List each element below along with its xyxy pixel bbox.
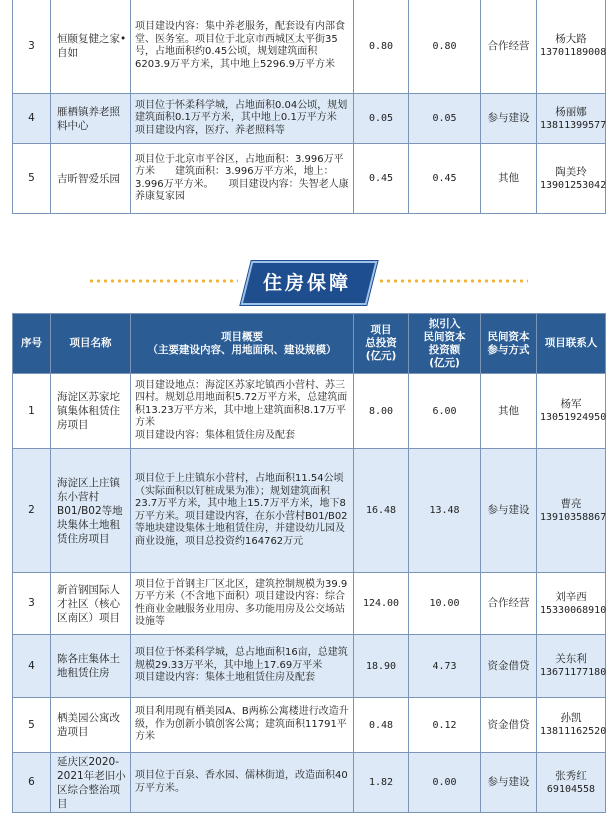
header-description: 项目概要 （主要建设内容、用地面积、建设规模）	[131, 314, 354, 374]
project-name: 栖美园公寓改造项目	[51, 698, 131, 753]
total-investment: 0.80	[354, 0, 409, 94]
row-number: 1	[13, 374, 51, 449]
header-number: 序号	[13, 314, 51, 374]
header-private: 拟引入 民间资本 投资额 (亿元)	[409, 314, 481, 374]
participation-mode: 资金借贷	[481, 635, 537, 698]
table-row	[13, 573, 606, 635]
project-description: 项目位于首钢主厂区北区，建筑控制规模为39.9万平方米（不含地下面积）项目建设内容：综合性商业金融服务业用房、多功能用房及公交场站设施等	[131, 573, 354, 635]
project-name: 恒颐复健之家•自如	[51, 0, 131, 94]
contact-phone: 13811399577	[540, 119, 607, 131]
project-description: 项目建设地点：海淀区苏家坨镇西小营村、苏三四村。规划总用地面积5.72万平方米，总建筑面积13.23万平方米，其中地上建筑面积8.17万平方米 项目建设内容：集体租赁住房及配套	[131, 374, 354, 449]
project-contact	[537, 753, 606, 813]
contact-name: 杨大路	[555, 33, 587, 45]
header-contact: 项目联系人	[537, 314, 606, 374]
section-title: 住房保障	[262, 271, 351, 294]
contact-phone: 13701189008	[540, 47, 607, 58]
project-contact	[537, 573, 606, 635]
project-description: 项目位于上庄镇东小营村，占地面积11.54公顷（实际面积以钉桩成果为准）；规划建筑面积23.7万平方米，其中地上15.7万平方米，地下8万平方米。项目建设内容，在东小营村B01/B02等地块建设集体土地租赁住房，并建设幼儿园及商业设施，项目总投资约164762万元	[131, 449, 354, 573]
banner-dots-right	[378, 278, 528, 284]
participation-mode: 参与建设	[481, 753, 537, 813]
contact-name: 曹亮	[560, 497, 582, 510]
top-project-table	[12, 0, 606, 214]
project-contact	[537, 94, 606, 144]
row-number: 5	[13, 144, 51, 214]
header-mode: 民间资本 参与方式	[481, 314, 537, 374]
private-investment: 0.00	[409, 753, 481, 813]
private-investment: 0.80	[409, 0, 481, 94]
table-row	[13, 144, 606, 214]
contact-name: 张秀红	[555, 769, 587, 782]
project-contact	[537, 635, 606, 698]
project-name: 海淀区苏家坨镇集体租赁住房项目	[51, 374, 131, 449]
row-number: 3	[13, 573, 51, 635]
row-number: 4	[13, 635, 51, 698]
header-row	[13, 314, 606, 374]
private-investment: 0.45	[409, 144, 481, 214]
project-description: 项目位于北京市平谷区，占地面积：3.996万平方米 建筑面积：3.996万平方米，地上：3.996万平方米。 项目建设内容：失智老人康养康复家园	[131, 144, 354, 214]
total-investment: 18.90	[354, 635, 409, 698]
contact-phone: 13051924950	[540, 412, 607, 423]
private-investment: 4.73	[409, 635, 481, 698]
project-name: 吉昕智爱乐园	[51, 144, 131, 214]
private-investment: 13.48	[409, 449, 481, 573]
project-name: 新首钢国际人才社区（核心区南区）项目	[51, 573, 131, 635]
participation-mode: 资金借贷	[481, 698, 537, 753]
project-description: 项目建设内容：集中养老服务，配套设有内部食堂、医务室。项目位于北京市西城区太平街35号，占地面积约0.45公顷，规划建筑面积6203.9万平方米，其中地上5296.9万平方米	[131, 0, 354, 94]
table-row	[13, 374, 606, 449]
participation-mode: 参与建设	[481, 449, 537, 573]
private-investment: 0.12	[409, 698, 481, 753]
contact-name: 杨丽娜	[555, 105, 587, 118]
total-investment: 16.48	[354, 449, 409, 573]
project-description: 项目位于怀柔科学城，占地面积0.04公顷，规划建筑面积0.1万平方米，其中地上0.1万平方米 项目建设内容，医疗、养老照料等	[131, 94, 354, 144]
contact-phone: 13910358867	[540, 511, 607, 523]
contact-name: 杨军	[560, 398, 582, 410]
total-investment: 1.82	[354, 753, 409, 813]
total-investment: 0.48	[354, 698, 409, 753]
contact-name: 刘辛西	[555, 590, 587, 603]
participation-mode: 其他	[481, 144, 537, 214]
row-number: 3	[13, 0, 51, 94]
housing-project-table	[12, 313, 606, 813]
top-table-body	[13, 0, 606, 214]
row-number: 2	[13, 449, 51, 573]
project-contact	[537, 144, 606, 214]
table-row	[13, 0, 606, 94]
private-investment: 6.00	[409, 374, 481, 449]
row-number: 6	[13, 753, 51, 813]
private-investment: 10.00	[409, 573, 481, 635]
project-name: 海淀区上庄镇东小营村B01/B02等地块集体土地租赁住房项目	[51, 449, 131, 573]
contact-phone: 15330068910	[540, 604, 607, 616]
project-contact	[537, 449, 606, 573]
project-description: 项目利用现有栖美园A、B两栋公寓楼进行改造升级，作为创新小镇创客公寓；建筑面积11791平方米	[131, 698, 354, 753]
participation-mode: 其他	[481, 374, 537, 449]
total-investment: 124.00	[354, 573, 409, 635]
project-contact	[537, 0, 606, 94]
total-investment: 8.00	[354, 374, 409, 449]
participation-mode: 合作经营	[481, 0, 537, 94]
project-description: 项目位于怀柔科学城，总占地面积16亩，总建筑规模29.33万平米，其中地上17.69万平米 项目建设内容：集体土地租赁住房及配套	[131, 635, 354, 698]
table-row	[13, 753, 606, 813]
participation-mode: 合作经营	[481, 573, 537, 635]
contact-phone: 69104558	[546, 783, 596, 795]
contact-name: 孙凯	[560, 712, 582, 724]
total-investment: 0.05	[354, 94, 409, 144]
section-banner	[0, 255, 615, 307]
row-number: 5	[13, 698, 51, 753]
contact-phone: 13671177180	[540, 667, 607, 678]
row-number: 4	[13, 94, 51, 144]
contact-phone: 13901253042	[540, 179, 607, 191]
private-investment: 0.05	[409, 94, 481, 144]
project-name: 雁栖镇养老照料中心	[51, 94, 131, 144]
total-investment: 0.45	[354, 144, 409, 214]
contact-name: 关东利	[555, 653, 587, 665]
project-description: 项目位于百泉、香水园、儒林街道，改造面积40万平方米。	[131, 753, 354, 813]
project-contact	[537, 698, 606, 753]
contact-phone: 13811162520	[540, 726, 607, 737]
table-row	[13, 635, 606, 698]
table-row	[13, 698, 606, 753]
header-name: 项目名称	[51, 314, 131, 374]
project-contact	[537, 374, 606, 449]
participation-mode: 参与建设	[481, 94, 537, 144]
header-investment: 项目 总投资 (亿元)	[354, 314, 409, 374]
project-name: 陈各庄集体土地租赁住房	[51, 635, 131, 698]
housing-table-body	[13, 374, 606, 813]
table-row	[13, 449, 606, 573]
table-row	[13, 94, 606, 144]
contact-name: 陶美玲	[555, 165, 587, 178]
banner-dots-left	[88, 278, 238, 284]
project-name: 延庆区2020-2021年老旧小区综合整治项目	[51, 753, 131, 813]
